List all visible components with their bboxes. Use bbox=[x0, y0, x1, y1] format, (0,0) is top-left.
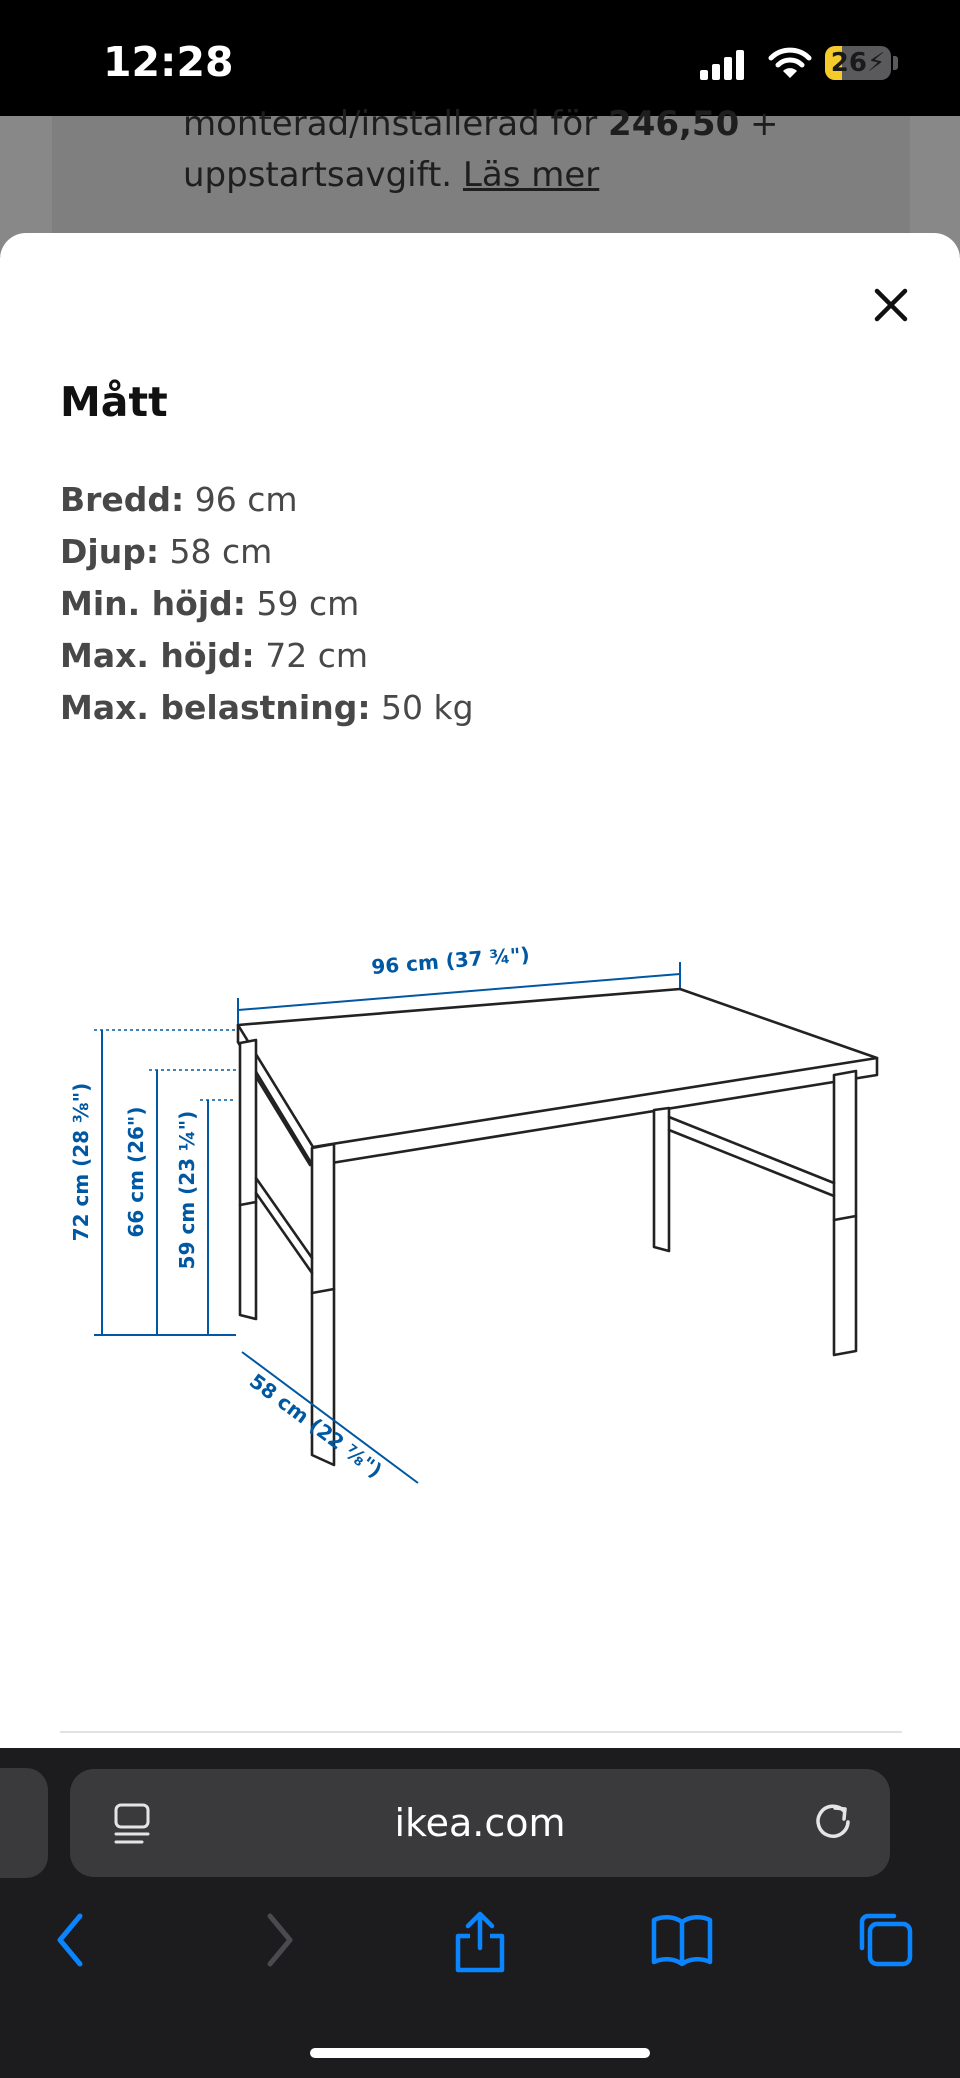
reload-icon[interactable] bbox=[811, 1800, 855, 1844]
cellular-signal-icon bbox=[700, 48, 750, 80]
background-startup-fee-text: uppstartsavgift. Läs mer bbox=[183, 155, 600, 195]
background-installation-text: monterad/installerad för 246,50 + bbox=[183, 104, 779, 144]
desk-dimension-diagram bbox=[60, 900, 920, 1520]
share-icon[interactable] bbox=[452, 1910, 508, 1974]
tabs-icon[interactable] bbox=[856, 1910, 916, 1970]
spec-width: Bredd: 96 cm bbox=[60, 480, 298, 519]
desk-illustration bbox=[238, 989, 877, 1465]
close-icon[interactable] bbox=[862, 276, 920, 334]
min-height-dimension-label: 59 cm (23 ¼") bbox=[175, 1110, 199, 1270]
background-price: 246,50 bbox=[608, 104, 740, 144]
status-time: 12:28 bbox=[103, 38, 234, 86]
read-more-link[interactable]: Läs mer bbox=[462, 155, 600, 195]
spec-list bbox=[60, 474, 474, 734]
sheet-divider bbox=[60, 1731, 902, 1733]
url-text[interactable]: ikea.com bbox=[394, 1801, 566, 1845]
wifi-icon bbox=[768, 46, 812, 80]
mid-height-dimension-label: 66 cm (26") bbox=[124, 1106, 148, 1238]
spec-max-height: Max. höjd: 72 cm bbox=[60, 636, 368, 675]
bookmarks-icon[interactable] bbox=[650, 1910, 714, 1970]
sheet-title: Mått bbox=[60, 378, 168, 426]
home-indicator bbox=[310, 2048, 650, 2058]
spec-min-height: Min. höjd: 59 cm bbox=[60, 584, 360, 623]
battery-nub bbox=[893, 56, 898, 70]
spec-depth: Djup: 58 cm bbox=[60, 532, 273, 571]
width-dimension-label: 96 cm (37 ¾") bbox=[370, 942, 531, 979]
spec-max-load: Max. belastning: 50 kg bbox=[60, 688, 474, 727]
back-icon[interactable] bbox=[52, 1910, 88, 1970]
max-height-dimension-label: 72 cm (28 ⅜") bbox=[69, 1082, 93, 1242]
battery-percentage: 26⚡ bbox=[830, 48, 886, 78]
battery-icon bbox=[825, 46, 891, 80]
depth-dimension-label: 58 cm (22 ⅞") bbox=[245, 1368, 387, 1483]
forward-icon[interactable] bbox=[262, 1910, 298, 1970]
